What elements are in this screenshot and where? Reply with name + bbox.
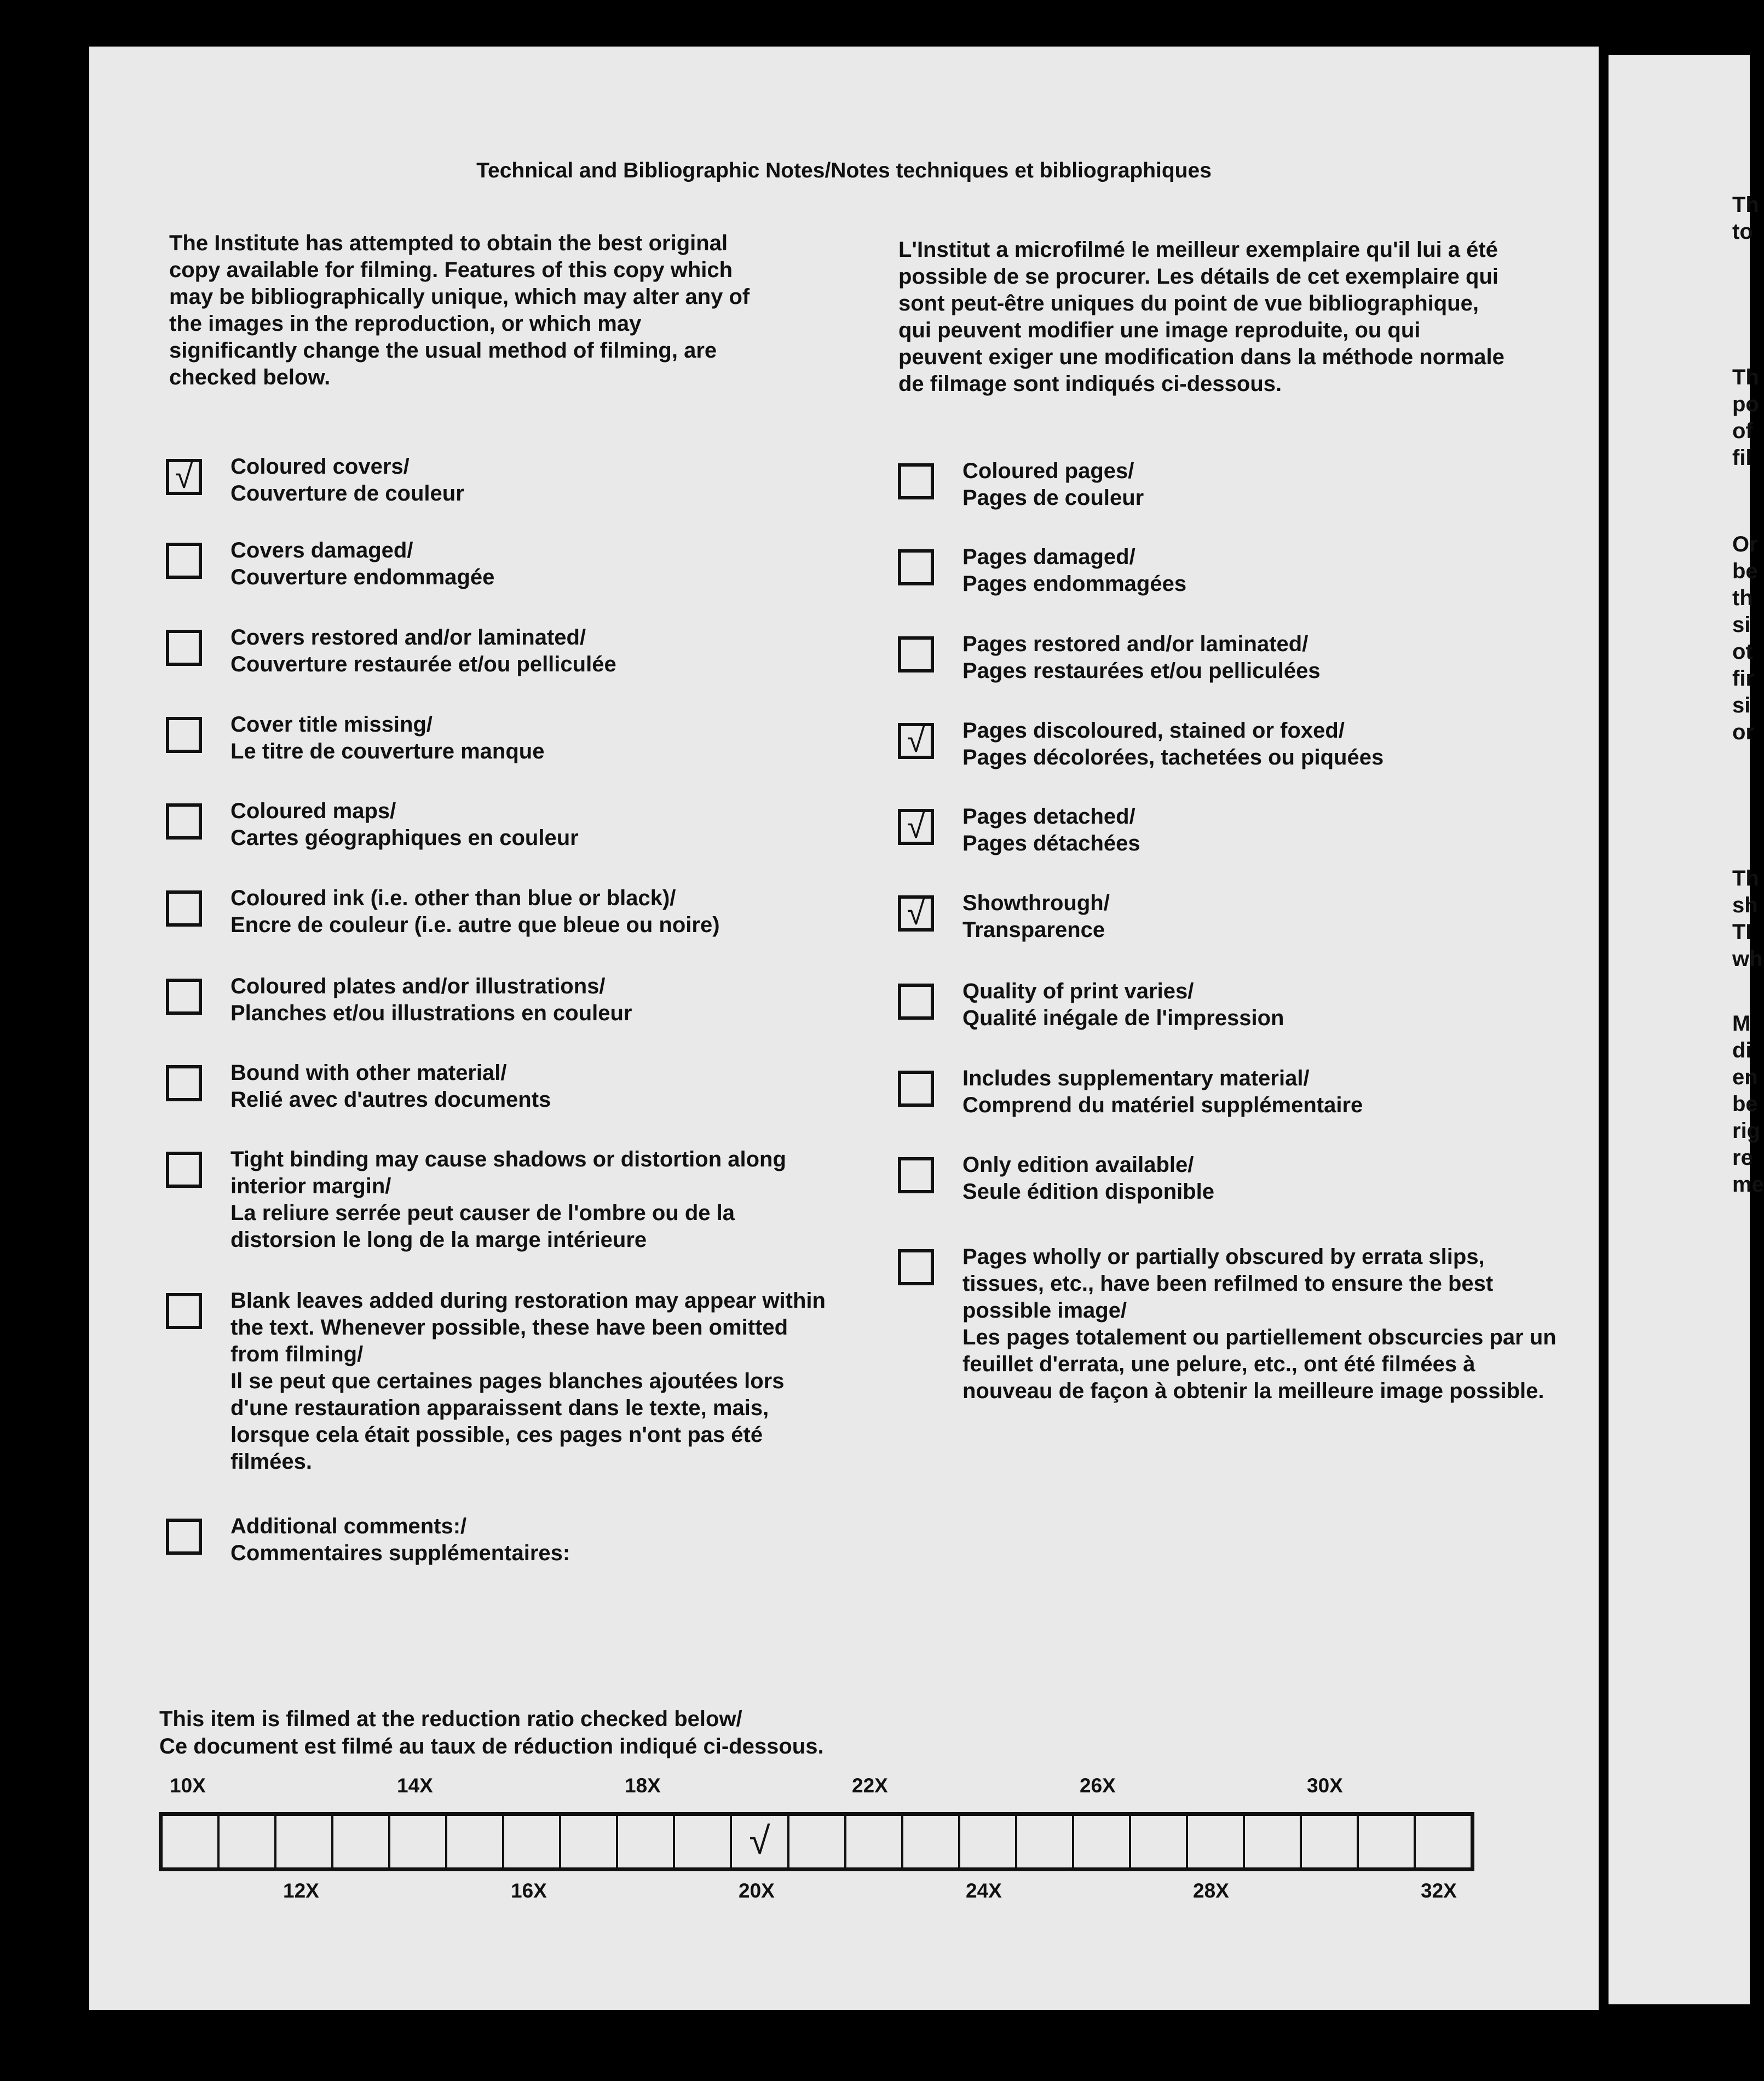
item-label-english: Tight binding may cause shadows or distortion along interior margin/ (230, 1147, 786, 1198)
page-title: Technical and Bibliographic Notes/Notes techniques et bibliographiques (476, 159, 1212, 182)
ratio-cell[interactable] (390, 1816, 447, 1867)
item-label-english: Showthrough/ (962, 891, 1110, 915)
document-sheet (89, 47, 1599, 2010)
intro-french: L'Institut a microfilmé le meilleur exemplaire qu'il lui a été possible de se procurer. Les détails de cet exemplaire qui sont peut-être uniques du point de vue bibliographique, qui peuvent modifier une image reproduite, ou qui peuvent exiger une modification dans la méthode normale de filmage sont indiqués ci-dessous. (898, 238, 1504, 396)
checkbox[interactable] (898, 636, 934, 672)
item-label-french: Il se peut que certaines pages blanches ajoutées lors d'une restauration apparaissent dans le texte, mais, lorsque cela était possible, ces pages n'ont pas été filmées. (230, 1369, 785, 1474)
item-label-french: Couverture restaurée et/ou pelliculée (230, 652, 616, 676)
ratio-cell[interactable] (1017, 1816, 1074, 1867)
ratio-cell[interactable] (1359, 1816, 1416, 1867)
ratio-cell[interactable] (789, 1816, 846, 1867)
item-label-english: Covers damaged/ (230, 538, 413, 562)
item-label-english: Coloured maps/ (230, 799, 396, 823)
item-label-french: Pages endommagées (962, 572, 1187, 596)
checkbox[interactable] (166, 1293, 202, 1329)
checkbox[interactable] (898, 549, 934, 585)
ratio-cell[interactable] (1245, 1816, 1302, 1867)
ratio-cell[interactable] (447, 1816, 504, 1867)
adjacent-fragment: Th to (1732, 193, 1759, 244)
ratio-tick-bottom: 28X (1193, 1879, 1229, 1902)
item-label-english: Coloured pages/ (962, 459, 1134, 483)
ratio-tick-bottom: 16X (511, 1879, 547, 1902)
item-label-french: Comprend du matériel supplémentaire (962, 1093, 1363, 1117)
checkbox[interactable] (166, 543, 202, 579)
item-label-english: Coloured ink (i.e. other than blue or black)/ (230, 886, 676, 910)
checkmark-icon: √ (907, 895, 925, 932)
item-label (962, 803, 1565, 857)
item-label (962, 631, 1565, 685)
ratio-cell[interactable] (1302, 1816, 1359, 1867)
item-label (230, 973, 833, 1027)
ratio-tick-top: 26X (1080, 1774, 1116, 1797)
checkbox[interactable] (166, 1065, 202, 1101)
ratio-cell[interactable] (504, 1816, 561, 1867)
checkbox[interactable] (898, 1071, 934, 1107)
checkbox[interactable] (166, 1519, 202, 1555)
ratio-tick-top: 10X (170, 1774, 206, 1797)
checkbox[interactable] (166, 630, 202, 666)
ratio-cell[interactable] (846, 1816, 903, 1867)
checkbox[interactable] (898, 1157, 934, 1193)
item-label-french: La reliure serrée peut causer de l'ombre ou de la distorsion le long de la marge intérieure (230, 1201, 735, 1252)
ratio-tick-top: 30X (1307, 1774, 1343, 1797)
item-label-english: Pages wholly or partially obscured by errata slips, tissues, etc., have been refilmed to ensure the best possible image/ (962, 1245, 1494, 1323)
item-label (230, 624, 833, 678)
item-label (230, 1513, 833, 1567)
ratio-cell[interactable] (1131, 1816, 1188, 1867)
item-label (230, 798, 833, 852)
item-label (962, 717, 1565, 771)
item-label-french: Commentaires supplémentaires: (230, 1541, 570, 1565)
item-label-english: Includes supplementary material/ (962, 1066, 1310, 1090)
item-label (230, 1287, 833, 1475)
checkbox[interactable] (898, 895, 934, 932)
item-label-english: Pages detached/ (962, 804, 1135, 829)
item-label-french: Encre de couleur (i.e. autre que bleue ou noire) (230, 913, 720, 937)
checkbox[interactable] (166, 979, 202, 1015)
ratio-cell[interactable] (1416, 1816, 1471, 1867)
ratio-tick-bottom: 32X (1421, 1879, 1457, 1902)
item-label (230, 1146, 833, 1254)
ratio-cell[interactable] (618, 1816, 675, 1867)
checkmark-icon: √ (175, 458, 193, 495)
ratio-tick-top: 22X (852, 1774, 888, 1797)
ratio-cell[interactable] (1188, 1816, 1245, 1867)
item-label-english: Quality of print varies/ (962, 979, 1194, 1003)
item-label (230, 885, 833, 939)
item-label-french: Couverture endommagée (230, 565, 495, 589)
ratio-tick-bottom: 20X (739, 1879, 775, 1902)
checkmark-icon: √ (907, 808, 925, 845)
adjacent-fragment: Or be th si ot fir si or (1732, 532, 1758, 744)
item-label-french: Pages restaurées et/ou pelliculées (962, 659, 1321, 683)
item-label (230, 1060, 833, 1113)
adjacent-fragment: Th sh TI wh (1732, 866, 1763, 971)
item-label (230, 711, 833, 765)
ratio-line-french: Ce document est filmé au taux de réduction indiqué ci-dessous. (159, 1734, 824, 1758)
checkbox[interactable] (898, 463, 934, 499)
item-label-english: Coloured covers/ (230, 455, 410, 479)
item-label (962, 1065, 1565, 1119)
item-label-french: Transparence (962, 918, 1105, 942)
checkbox[interactable] (898, 723, 934, 759)
checkbox[interactable] (166, 1152, 202, 1188)
intro-english: The Institute has attempted to obtain the best original copy available for filming. Features of this copy which may be bibliographically unique, which may alter any of the images in the reproduction, or which may significantly change the usual method of filming, are checked below. (169, 231, 750, 389)
item-label (230, 453, 833, 507)
adjacent-page (1609, 55, 1764, 2004)
adjacent-fragment: Th po of fil (1732, 365, 1759, 470)
item-label-english: Cover title missing/ (230, 712, 433, 737)
checkbox[interactable] (166, 890, 202, 927)
ratio-tick-bottom: 24X (966, 1879, 1002, 1902)
item-label-english: Only edition available/ (962, 1153, 1194, 1177)
ratio-tick-top: 18X (625, 1774, 661, 1797)
checkbox[interactable] (166, 459, 202, 495)
ratio-cell[interactable] (675, 1816, 732, 1867)
item-label (962, 1244, 1565, 1405)
item-label-english: Coloured plates and/or illustrations/ (230, 974, 606, 998)
ratio-cell[interactable] (1074, 1816, 1131, 1867)
item-label-english: Pages discoloured, stained or foxed/ (962, 718, 1345, 743)
item-label-french: Cartes géographiques en couleur (230, 826, 579, 850)
checkbox[interactable] (166, 717, 202, 753)
item-label (962, 458, 1565, 511)
item-label-english: Pages damaged/ (962, 545, 1135, 569)
ratio-cell[interactable] (561, 1816, 618, 1867)
item-label (962, 1152, 1565, 1205)
adjacent-fragment: M di en be rig re me (1732, 1011, 1764, 1197)
item-label-french: Planches et/ou illustrations en couleur (230, 1001, 632, 1025)
item-label-french: Pages détachées (962, 831, 1140, 855)
ratio-cell[interactable] (220, 1816, 276, 1867)
ratio-cell[interactable] (903, 1816, 960, 1867)
item-label-french: Le titre de couverture manque (230, 739, 545, 763)
checkbox[interactable] (898, 984, 934, 1020)
item-label-french: Pages de couleur (962, 486, 1144, 510)
item-label-french: Les pages totalement ou partiellement obscurcies par un feuillet d'errata, une pelure, etc., ont été filmées à nouveau de façon à obtenir la meilleure image possible. (962, 1325, 1557, 1403)
ratio-cell[interactable] (163, 1816, 220, 1867)
item-label (962, 978, 1565, 1032)
checkbox[interactable] (898, 1249, 934, 1285)
ratio-cell[interactable] (276, 1816, 333, 1867)
item-label-french: Seule édition disponible (962, 1180, 1215, 1204)
item-label-english: Covers restored and/or laminated/ (230, 625, 586, 649)
ratio-cell[interactable] (333, 1816, 390, 1867)
item-label-english: Additional comments:/ (230, 1514, 467, 1538)
checkmark-icon: √ (749, 1819, 770, 1862)
item-label-french: Qualité inégale de l'impression (962, 1006, 1284, 1030)
item-label (230, 537, 833, 591)
item-label-french: Couverture de couleur (230, 481, 464, 505)
item-label (962, 890, 1565, 944)
item-label (962, 544, 1565, 597)
reduction-ratio-grid (159, 1812, 1474, 1871)
item-label-english: Pages restored and/or laminated/ (962, 632, 1308, 656)
checkbox[interactable] (898, 809, 934, 845)
item-label-french: Relié avec d'autres documents (230, 1088, 551, 1112)
checkmark-icon: √ (907, 722, 925, 759)
ratio-cell[interactable] (960, 1816, 1017, 1867)
item-label-french: Pages décolorées, tachetées ou piquées (962, 745, 1384, 769)
ratio-cell[interactable] (732, 1816, 789, 1867)
ratio-tick-top: 14X (397, 1774, 433, 1797)
checkbox[interactable] (166, 803, 202, 840)
item-label-english: Bound with other material/ (230, 1061, 507, 1085)
item-label-english: Blank leaves added during restoration may appear within the text. Whenever possible, these have been omitted from filming/ (230, 1289, 826, 1366)
ratio-tick-bottom: 12X (283, 1879, 319, 1902)
ratio-line-english: This item is filmed at the reduction ratio checked below/ (159, 1707, 742, 1731)
